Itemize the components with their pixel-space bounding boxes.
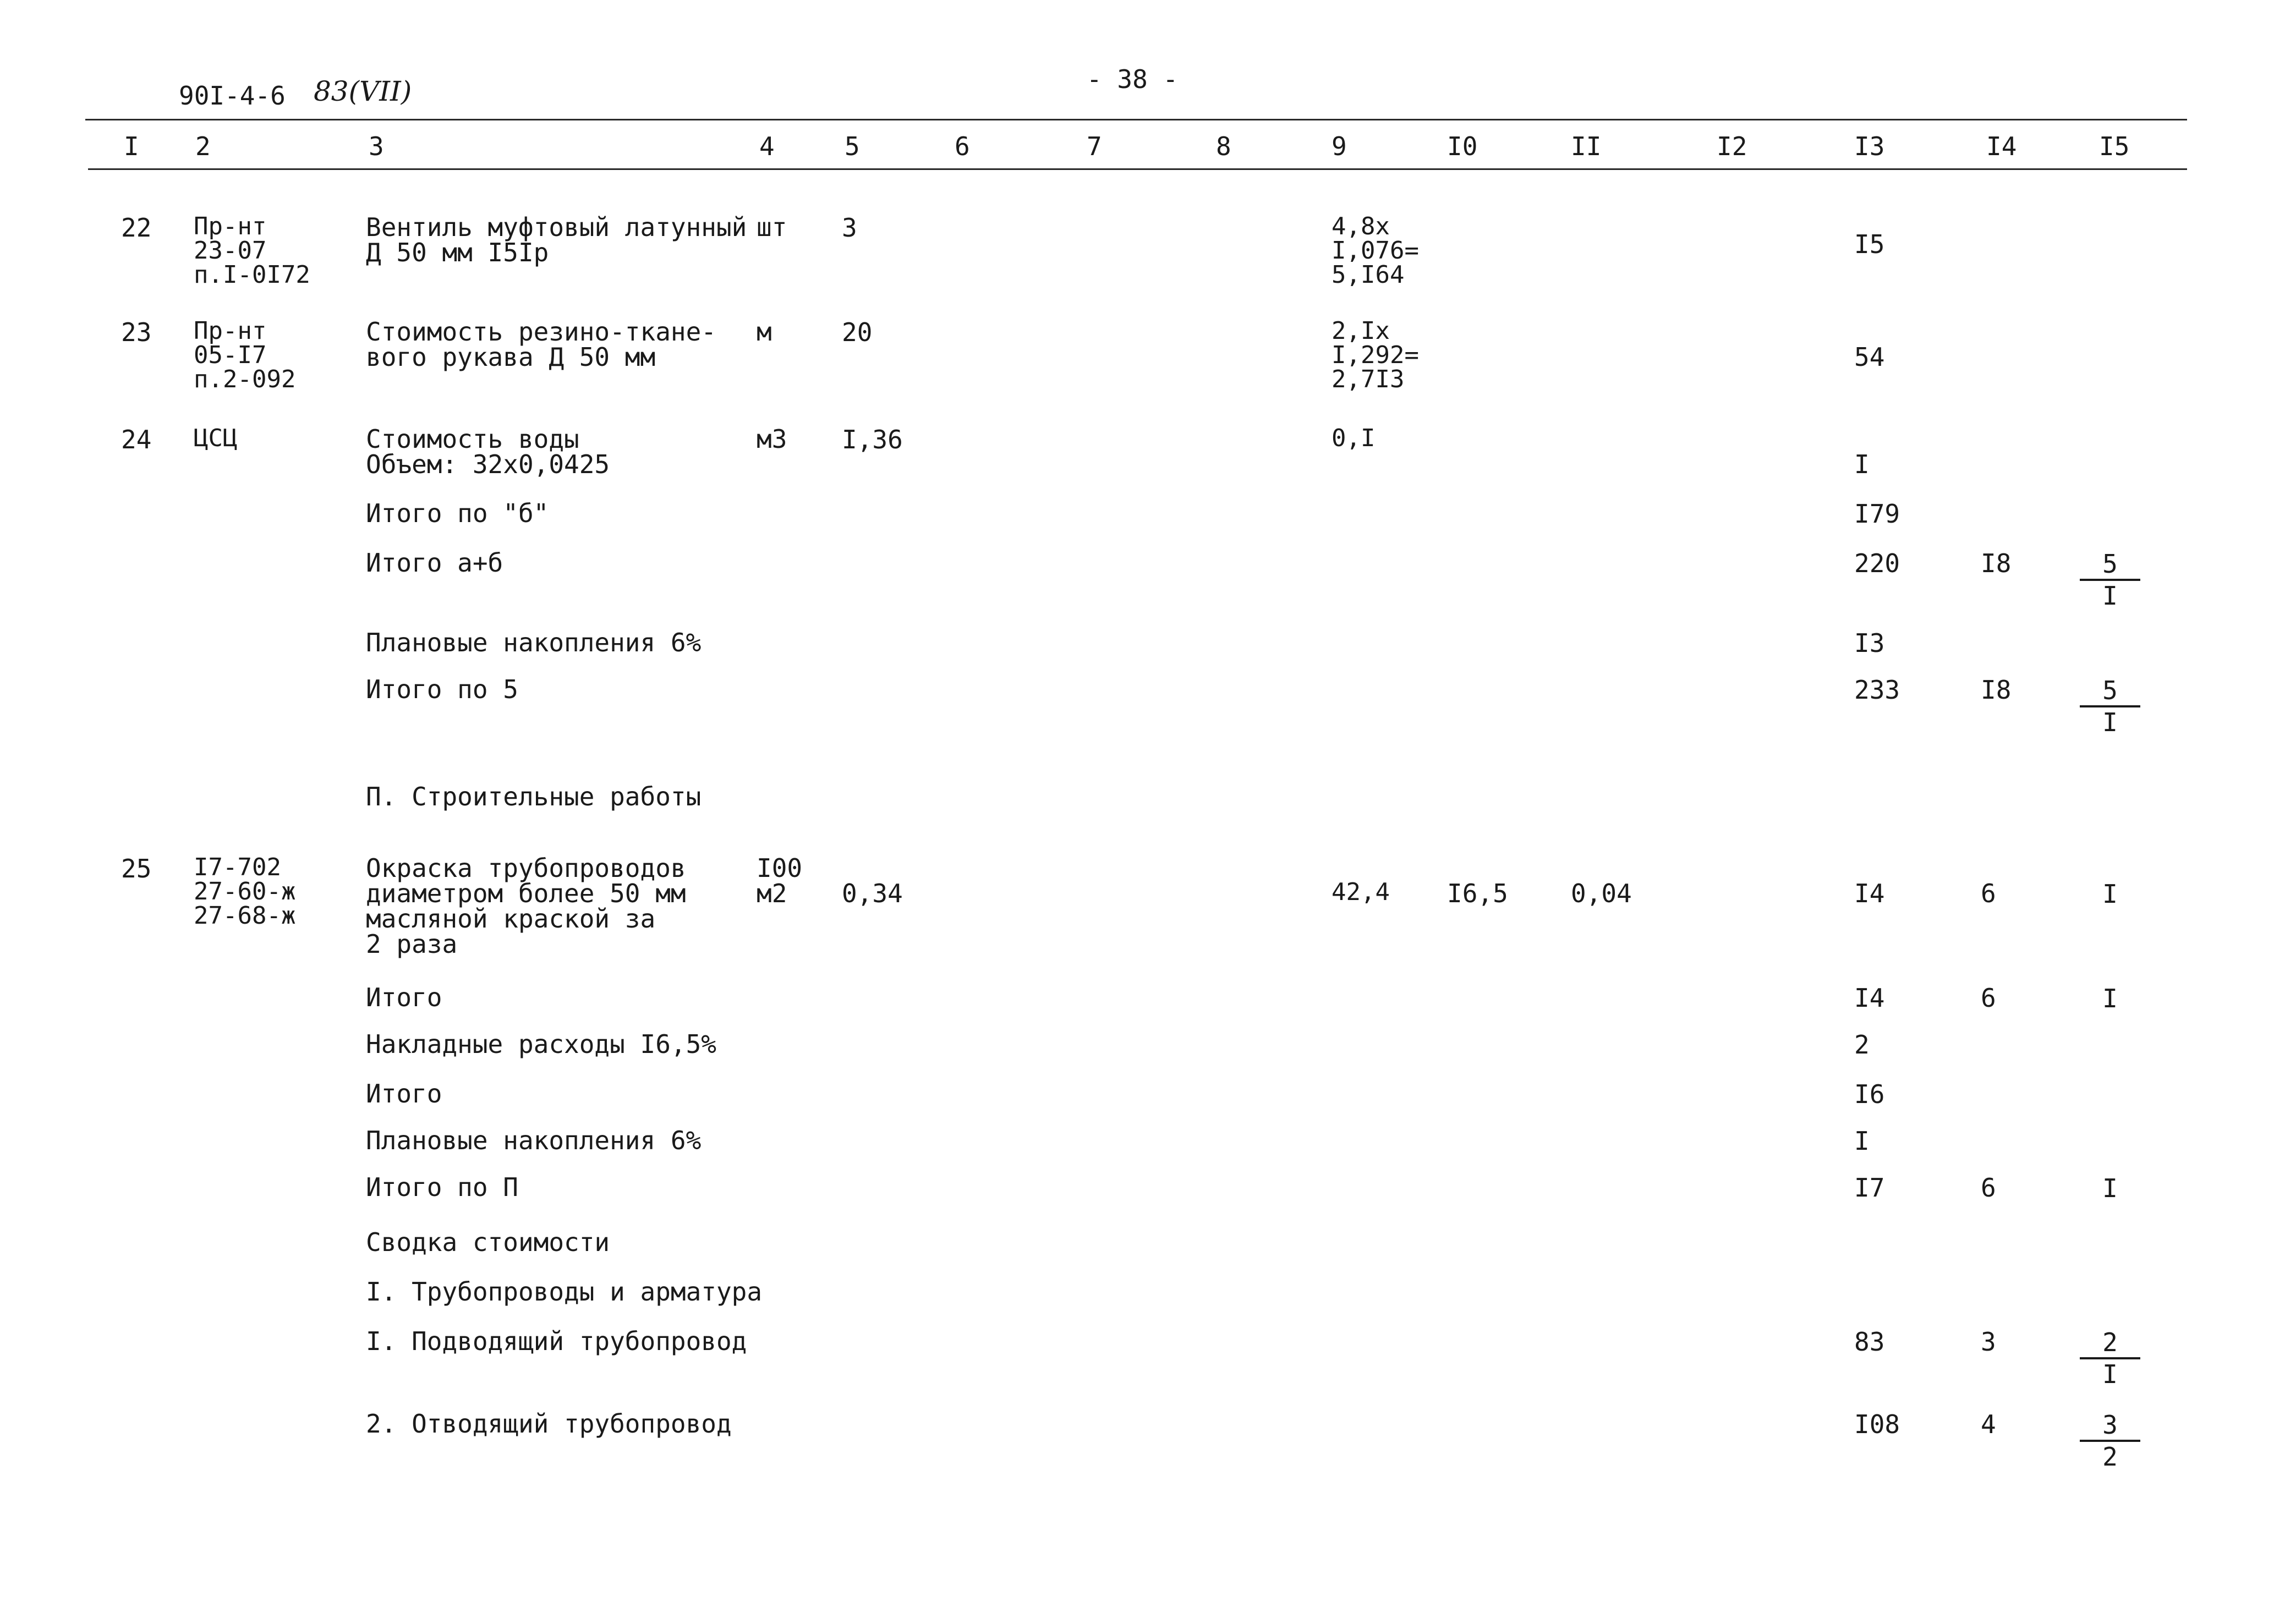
work-description: Итого по "б" bbox=[366, 498, 549, 528]
machine-cost: 0,04 bbox=[1571, 879, 1632, 908]
quantity: 3 bbox=[842, 213, 857, 243]
header-top-rule bbox=[85, 119, 2187, 120]
work-description: I. Трубопроводы и арматура bbox=[366, 1277, 763, 1307]
work-description: Плановые накопления 6% bbox=[366, 628, 702, 657]
row-number: 23 bbox=[121, 317, 152, 347]
column-header: I2 bbox=[1717, 131, 1747, 161]
total-wage: I8 bbox=[1981, 548, 2012, 578]
quantity: I,36 bbox=[842, 425, 903, 454]
total-wage: I8 bbox=[1981, 675, 2012, 705]
machine-wage-fraction bbox=[2080, 1411, 2140, 1471]
column-header: I5 bbox=[2099, 131, 2130, 161]
total-cost: 2 bbox=[1854, 1030, 1870, 1060]
total-cost: I bbox=[1854, 1126, 1870, 1156]
work-description: Вентиль муфтовый латунный Д 50 мм I5Iр bbox=[366, 212, 747, 267]
machine-wage-fraction bbox=[2080, 677, 2140, 736]
total-cost: I3 bbox=[1854, 628, 1885, 658]
fraction-denominator: I bbox=[2102, 707, 2118, 737]
work-description: Накладные расходы I6,5% bbox=[366, 1029, 716, 1059]
quantity: 20 bbox=[842, 317, 873, 347]
rate-code: ЦСЦ bbox=[194, 424, 238, 452]
fraction-denominator: I bbox=[2102, 581, 2118, 611]
total-wage: 4 bbox=[1981, 1409, 1996, 1439]
column-header: 2 bbox=[195, 131, 211, 161]
machine-wage-fraction bbox=[2080, 985, 2140, 1012]
unit-of-measure: м3 bbox=[757, 424, 787, 454]
total-cost: I4 bbox=[1854, 983, 1885, 1013]
document-code: 90I-4-6 bbox=[179, 81, 286, 111]
total-wage: 3 bbox=[1981, 1327, 1996, 1357]
fraction-numerator: 5 bbox=[2080, 550, 2140, 581]
work-description: Итого по П bbox=[366, 1172, 518, 1202]
column-header: 9 bbox=[1331, 131, 1347, 161]
total-wage: 6 bbox=[1981, 879, 1996, 908]
column-header: I0 bbox=[1447, 131, 1478, 161]
work-description: Итого bbox=[366, 983, 442, 1012]
page-number: - 38 - bbox=[1087, 64, 1179, 94]
unit-cost: 2,Iх I,292= 2,7I3 bbox=[1331, 317, 1419, 393]
unit-cost: 4,8х I,076= 5,I64 bbox=[1331, 212, 1419, 289]
total-wage: 6 bbox=[1981, 983, 1996, 1013]
column-header: 8 bbox=[1216, 131, 1231, 161]
total-cost: I5 bbox=[1854, 229, 1885, 259]
fraction-denominator: I bbox=[2102, 1359, 2118, 1389]
work-description: I. Подводящий трубопровод bbox=[366, 1326, 747, 1356]
rate-code: Пр-нт 05-I7 п.2-092 bbox=[194, 317, 296, 393]
work-description: 2. Отводящий трубопровод bbox=[366, 1409, 732, 1439]
rate-code: Пр-нт 23-07 п.I-0I72 bbox=[194, 212, 310, 289]
total-cost: I08 bbox=[1854, 1409, 1900, 1439]
work-description: Итого по 5 bbox=[366, 674, 518, 704]
column-header: I3 bbox=[1854, 131, 1885, 161]
column-header: 5 bbox=[845, 131, 860, 161]
total-cost: I6 bbox=[1854, 1079, 1885, 1109]
wage-cost: I6,5 bbox=[1447, 879, 1508, 908]
fraction-numerator: 2 bbox=[2080, 1329, 2140, 1359]
row-number: 24 bbox=[121, 425, 152, 454]
total-cost: 83 bbox=[1854, 1327, 1885, 1357]
total-cost: 233 bbox=[1854, 675, 1900, 705]
column-header: I4 bbox=[1986, 131, 2017, 161]
column-header: 6 bbox=[955, 131, 970, 161]
unit-of-measure: шт bbox=[757, 212, 787, 242]
unit-of-measure: I00 м2 bbox=[757, 853, 803, 908]
machine-wage-fraction bbox=[2080, 880, 2140, 908]
column-header: II bbox=[1571, 131, 1602, 161]
header-bottom-rule bbox=[88, 168, 2187, 170]
fraction-numerator: 3 bbox=[2080, 1411, 2140, 1442]
unit-cost: 42,4 bbox=[1331, 878, 1390, 906]
total-cost: 54 bbox=[1854, 342, 1885, 372]
machine-wage-fraction bbox=[2080, 1329, 2140, 1388]
unit-of-measure: м bbox=[757, 317, 772, 347]
column-header: 3 bbox=[369, 131, 384, 161]
total-cost: I7 bbox=[1854, 1173, 1885, 1203]
work-description: Сводка стоимости bbox=[366, 1227, 610, 1257]
work-description: Плановые накопления 6% bbox=[366, 1126, 702, 1155]
fraction-numerator: 5 bbox=[2080, 677, 2140, 707]
work-description: Стоимость резино-ткане- вого рукава Д 50 мм bbox=[366, 317, 716, 372]
column-header: I bbox=[124, 131, 139, 161]
column-header: 4 bbox=[759, 131, 775, 161]
document-note: 83(VII) bbox=[314, 75, 412, 107]
fraction-denominator: 2 bbox=[2102, 1442, 2118, 1472]
total-wage: 6 bbox=[1981, 1173, 1996, 1203]
work-description: П. Строительные работы bbox=[366, 782, 702, 811]
rate-code: I7-702 27-60-ж 27-68-ж bbox=[194, 853, 296, 930]
total-cost: I bbox=[1854, 449, 1870, 479]
total-cost: I79 bbox=[1854, 499, 1900, 529]
work-description: Окраска трубопроводов диаметром более 50 мм масляной краской за 2 раза bbox=[366, 853, 686, 959]
fraction-numerator: I bbox=[2102, 879, 2118, 909]
unit-cost: 0,I bbox=[1331, 424, 1376, 452]
column-header: 7 bbox=[1087, 131, 1102, 161]
work-description: Стоимость воды Объем: 32х0,0425 bbox=[366, 424, 610, 479]
quantity: 0,34 bbox=[842, 879, 903, 908]
fraction-numerator: I bbox=[2102, 1173, 2118, 1203]
row-number: 25 bbox=[121, 854, 152, 884]
work-description: Итого а+б bbox=[366, 548, 503, 578]
machine-wage-fraction bbox=[2080, 1175, 2140, 1202]
row-number: 22 bbox=[121, 213, 152, 243]
total-cost: 220 bbox=[1854, 548, 1900, 578]
total-cost: I4 bbox=[1854, 879, 1885, 908]
machine-wage-fraction bbox=[2080, 550, 2140, 610]
work-description: Итого bbox=[366, 1079, 442, 1109]
fraction-numerator: I bbox=[2102, 984, 2118, 1013]
